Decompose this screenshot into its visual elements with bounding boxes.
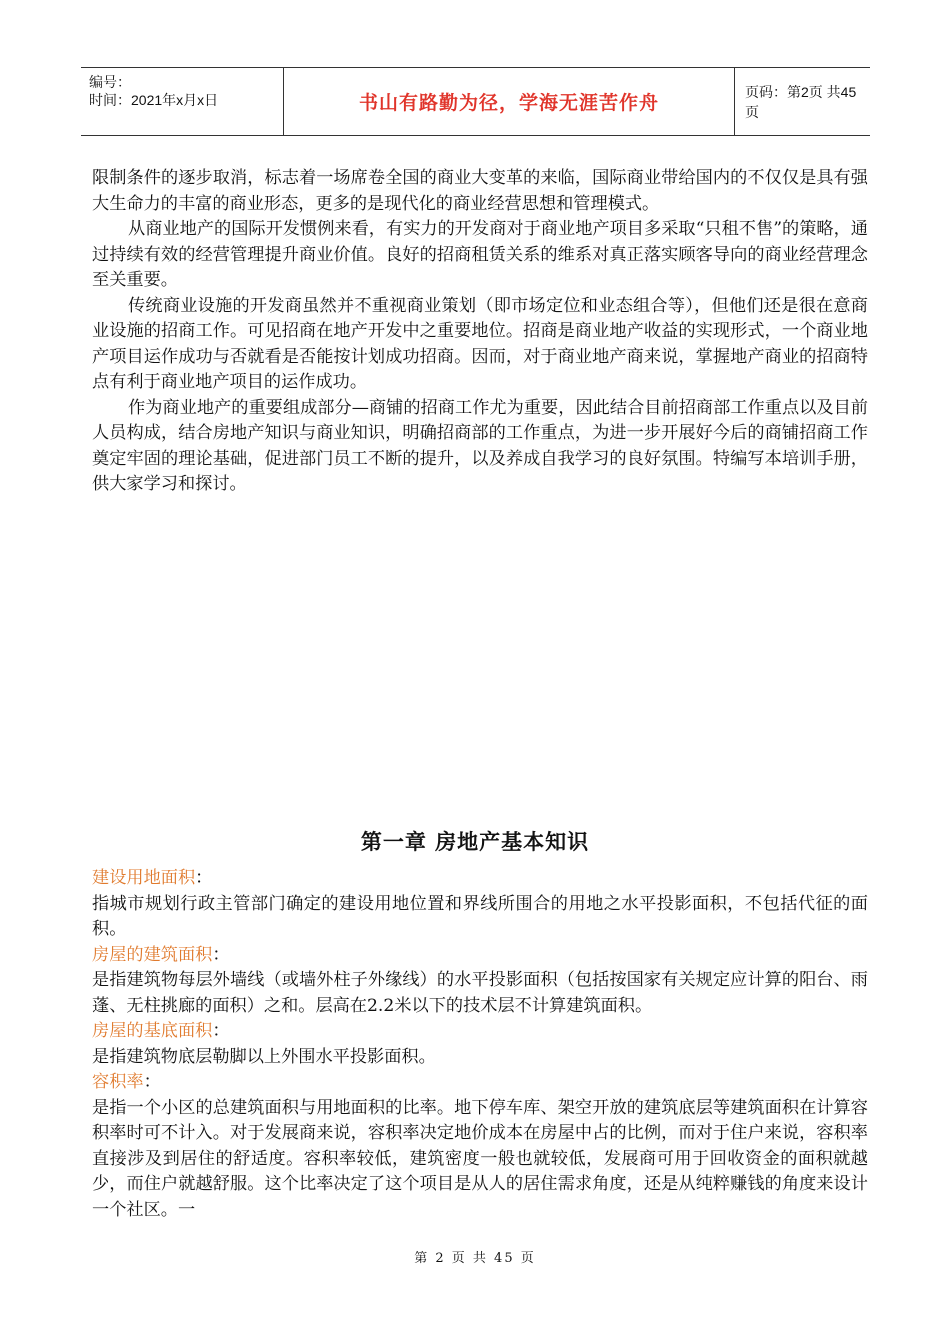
header-meta-cell xyxy=(81,68,284,135)
term-label: 容积率 xyxy=(92,1072,144,1092)
document-number-label: 编号： xyxy=(89,74,131,90)
definition-text: 是指建筑物底层勒脚以上外围水平投影面积。 xyxy=(92,1046,436,1067)
intro-paragraph-4: 作为商业地产的重要组成部分—商铺的招商工作尤为重要，因此结合目前招商部工作重点以及目前人员构成，结合房地产知识与商业知识，明确招商部的工作重点，为进一步开展好今后的商铺招商工作奠定牢固的理论基础，促进部门员工不断的提升，以及养成自我学习的良好氛围。特编写本培训手册，供大家学习和探讨。 xyxy=(92,397,868,494)
chapter-title: 第一章 房地产基本知识 xyxy=(360,830,590,854)
header-motto-cell xyxy=(284,68,735,135)
term-label: 房屋的建筑面积 xyxy=(92,944,213,965)
intro-section xyxy=(92,166,868,498)
term-label: 房屋的基底面积 xyxy=(92,1021,213,1041)
definitions-section xyxy=(92,866,868,1223)
term-label: 建设用地面积 xyxy=(92,868,196,888)
term-colon: ： xyxy=(143,1072,161,1092)
definition-term xyxy=(92,866,868,892)
intro-paragraph-1: 限制条件的逐步取消，标志着一场席卷全国的商业大变革的来临，国际商业带给国内的不仅仅是具有强大生命力的丰富的商业形态，更多的是现代化的商业经营思想和管理模式。 xyxy=(92,168,868,214)
header-page-info: 页码：第2页 共45页 xyxy=(745,83,857,120)
document-date-label: 时间：2021年x月x日 xyxy=(89,92,219,108)
definition-term xyxy=(92,1070,868,1096)
definition-text: 是指一个小区的总建筑面积与用地面积的比率。地下停车库、架空开放的建筑底层等建筑面积在计算容积率时可不计入。对于发展商来说，容积率决定地价成本在房屋中占的比例，而对于住户来说，容积率直接涉及到居住的舒适度。容积率较低，建筑密度一般也就较低，发展商可用于回收资金的面积就越少，而住户就越舒服。这个比率决定了这个项目是从人的居住需求角度，还是从纯粹赚钱的角度来设计一个社区。一 xyxy=(92,1097,868,1220)
term-colon: ： xyxy=(212,944,230,965)
intro-paragraph-3: 传统商业设施的开发商虽然并不重视商业策划（即市场定位和业态组合等），但他们还是很在意商业设施的招商工作。可见招商在地产开发中之重要地位。招商是商业地产收益的实现形式，一个商业地产项目运作成功与否就看是否能按计划成功招商。因而，对于商业地产商来说，掌握地产商业的招商特点有利于商业地产项目的运作成功。 xyxy=(92,295,868,392)
definition-term xyxy=(92,943,868,969)
term-colon: ： xyxy=(212,1021,230,1041)
header-page-cell xyxy=(735,68,870,135)
page-footer: 第 2 页 共 45 页 xyxy=(414,1251,536,1266)
definition-text: 是指建筑物每层外墙线（或墙外柱子外缘线）的水平投影面积（包括按国家有关规定应计算的阳台、雨蓬、无柱挑廊的面积）之和。层高在2.2米以下的技术层不计算建筑面积。 xyxy=(92,970,868,1016)
page-header xyxy=(81,67,870,136)
term-colon: ： xyxy=(195,868,213,888)
header-motto: 书山有路勤为径，学海无涯苦作舟 xyxy=(358,92,659,114)
definition-term xyxy=(92,1019,868,1045)
definition-text: 指城市规划行政主管部门确定的建设用地位置和界线所围合的用地之水平投影面积，不包括代征的面积。 xyxy=(92,893,868,939)
intro-paragraph-2: 从商业地产的国际开发惯例来看，有实力的开发商对于商业地产项目多采取“只租不售”的策略，通过持续有效的经营管理提升商业价值。良好的招商租赁关系的维系对真正落实顾客导向的商业经营理念至关重要。 xyxy=(92,219,868,290)
